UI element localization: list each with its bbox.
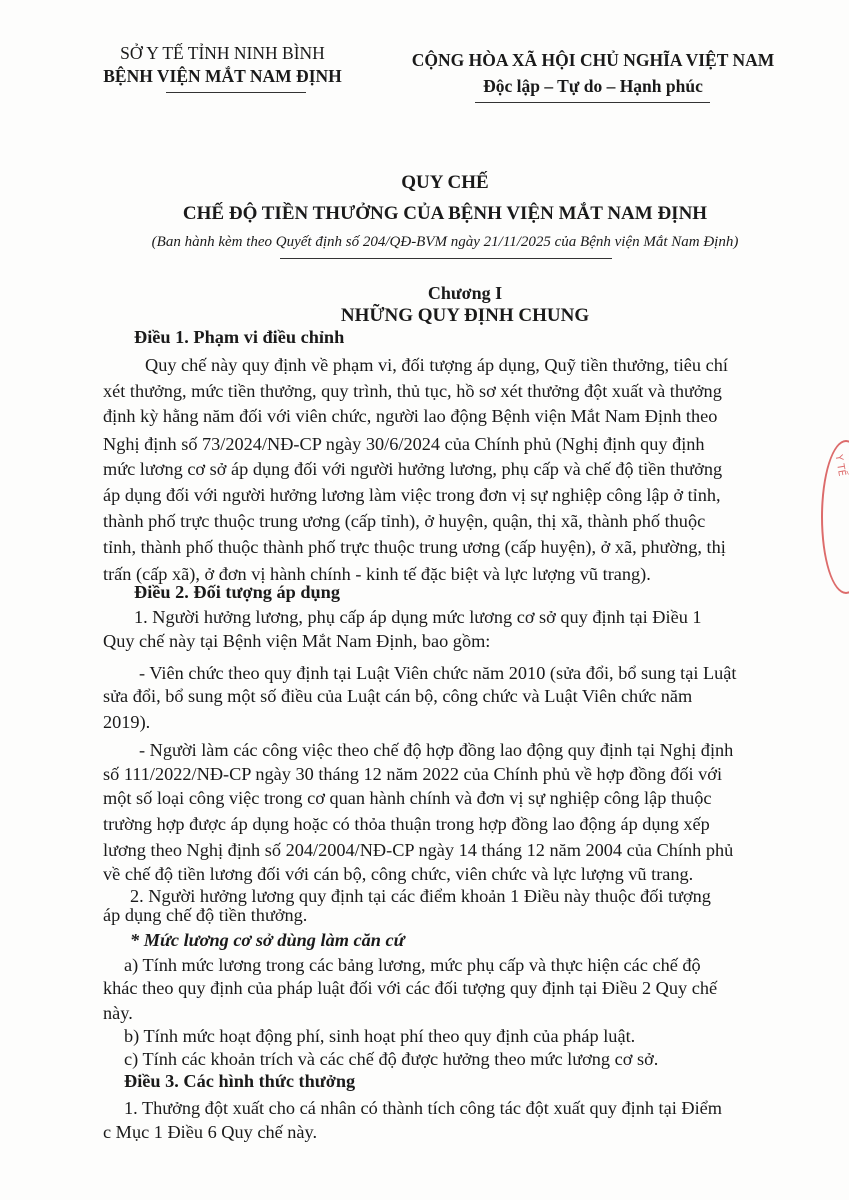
body-line: thành phố trực thuộc trung ương (cấp tỉnh), ở huyện, quận, thị xã, thành phố thuộc: [103, 511, 706, 531]
base-salary-heading: * Mức lương cơ sở dùng làm căn cứ: [130, 930, 405, 950]
body-line: xét thưởng, mức tiền thưởng, quy trình, thủ tục, hồ sơ xét thưởng đột xuất và thưởng: [103, 381, 722, 401]
motto-underline: [475, 102, 710, 103]
body-line: định kỳ hằng năm đối với viên chức, người lao động Bệnh viện Mắt Nam Định theo: [103, 406, 718, 426]
title-underline: [280, 258, 612, 259]
body-line: lương theo Nghị định số 204/2004/NĐ-CP ngày 14 tháng 12 năm 2004 của Chính phủ: [103, 840, 734, 860]
body-line: trường hợp được áp dụng hoặc có thỏa thuận trong hợp đồng lao động áp dụng xếp: [103, 814, 710, 834]
body-line: áp dụng chế độ tiền thưởng.: [103, 905, 308, 925]
body-line: 1. Thưởng đột xuất cho cá nhân có thành tích công tác đột xuất quy định tại Điểm: [124, 1098, 723, 1118]
article-3-heading: Điều 3. Các hình thức thưởng: [124, 1071, 356, 1091]
body-line: sửa đổi, bổ sung một số điều của Luật cán bộ, công chức và Luật Viên chức năm: [103, 686, 693, 706]
article-2-heading: Điều 2. Đối tượng áp dụng: [134, 582, 340, 602]
document-title: CHẾ ĐỘ TIỀN THƯỞNG CỦA BỆNH VIỆN MẮT NAM ĐỊNH: [182, 203, 708, 224]
body-line: về chế độ tiền lương đối với cán bộ, công chức, viên chức và lực lượng vũ trang.: [103, 864, 694, 884]
body-line: b) Tính mức hoạt động phí, sinh hoạt phí theo quy định của pháp luật.: [124, 1026, 636, 1046]
body-line: khác theo quy định của pháp luật đối với các đối tượng quy định tại Điều 2 Quy chế: [103, 978, 718, 998]
stamp-text: Y TẾ: [832, 453, 848, 478]
body-line: số 111/2022/NĐ-CP ngày 30 tháng 12 năm 2022 của Chính phủ về hợp đồng đối với: [103, 764, 723, 784]
body-line: Nghị định số 73/2024/NĐ-CP ngày 30/6/2024 của Chính phủ (Nghị định quy định: [103, 434, 705, 454]
chapter-label: Chương I: [427, 283, 503, 303]
body-line: mức lương cơ sở áp dụng đối với người hưởng lương, phụ cấp và chế độ tiền thưởng: [103, 459, 723, 479]
national-motto: Độc lập – Tự do – Hạnh phúc: [483, 76, 703, 96]
body-line: tỉnh, thành phố thuộc thành phố trực thuộc trung ương (cấp huyện), ở xã, phường, thị: [103, 537, 726, 557]
body-line: 2019).: [103, 712, 151, 732]
body-line: trấn (cấp xã), ở đơn vị hành chính - kinh tế đặc biệt và lực lượng vũ trang).: [103, 564, 651, 584]
body-line: a) Tính mức lương trong các bảng lương, mức phụ cấp và thực hiện các chế độ: [124, 955, 701, 975]
article-1-heading: Điều 1. Phạm vi điều chỉnh: [134, 327, 345, 347]
red-seal-stamp: [821, 440, 849, 594]
body-line: c Mục 1 Điều 6 Quy chế này.: [103, 1122, 318, 1142]
body-line: 1. Người hưởng lương, phụ cấp áp dụng mức lương cơ sở quy định tại Điều 1: [134, 607, 702, 627]
issuer-hospital: BỆNH VIỆN MẮT NAM ĐỊNH: [103, 66, 342, 86]
body-line: - Người làm các công việc theo chế độ hợp đồng lao động quy định tại Nghị định: [139, 740, 734, 760]
body-line: này.: [103, 1003, 133, 1023]
body-line: c) Tính các khoản trích và các chế độ được hưởng theo mức lương cơ sở.: [124, 1049, 659, 1069]
body-line: Quy chế này tại Bệnh viện Mắt Nam Định, bao gồm:: [103, 631, 491, 651]
issuer-department: SỞ Y TẾ TỈNH NINH BÌNH: [120, 43, 325, 63]
body-line: một số loại công việc trong cơ quan hành chính và đơn vị sự nghiệp công lập thuộc: [103, 788, 712, 808]
document-type: QUY CHẾ: [401, 172, 489, 193]
national-title: CỘNG HÒA XÃ HỘI CHỦ NGHĨA VIỆT NAM: [411, 50, 775, 70]
issuer-underline: [166, 92, 306, 93]
body-line: Quy chế này quy định về phạm vi, đối tượng áp dụng, Quỹ tiền thưởng, tiêu chí: [145, 355, 728, 375]
body-line: - Viên chức theo quy định tại Luật Viên chức năm 2010 (sửa đổi, bổ sung tại Luật: [139, 663, 737, 683]
chapter-name: NHỮNG QUY ĐỊNH CHUNG: [340, 305, 590, 326]
document-subtitle: (Ban hành kèm theo Quyết định số 204/QĐ-BVM ngày 21/11/2025 của Bệnh viện Mắt Nam Định): [151, 234, 739, 250]
body-line: áp dụng đối với người hưởng lương làm việc trong đơn vị sự nghiệp công lập ở tỉnh,: [103, 485, 721, 505]
body-line: 2. Người hưởng lương quy định tại các điểm khoản 1 Điều này thuộc đối tượng: [130, 886, 711, 906]
